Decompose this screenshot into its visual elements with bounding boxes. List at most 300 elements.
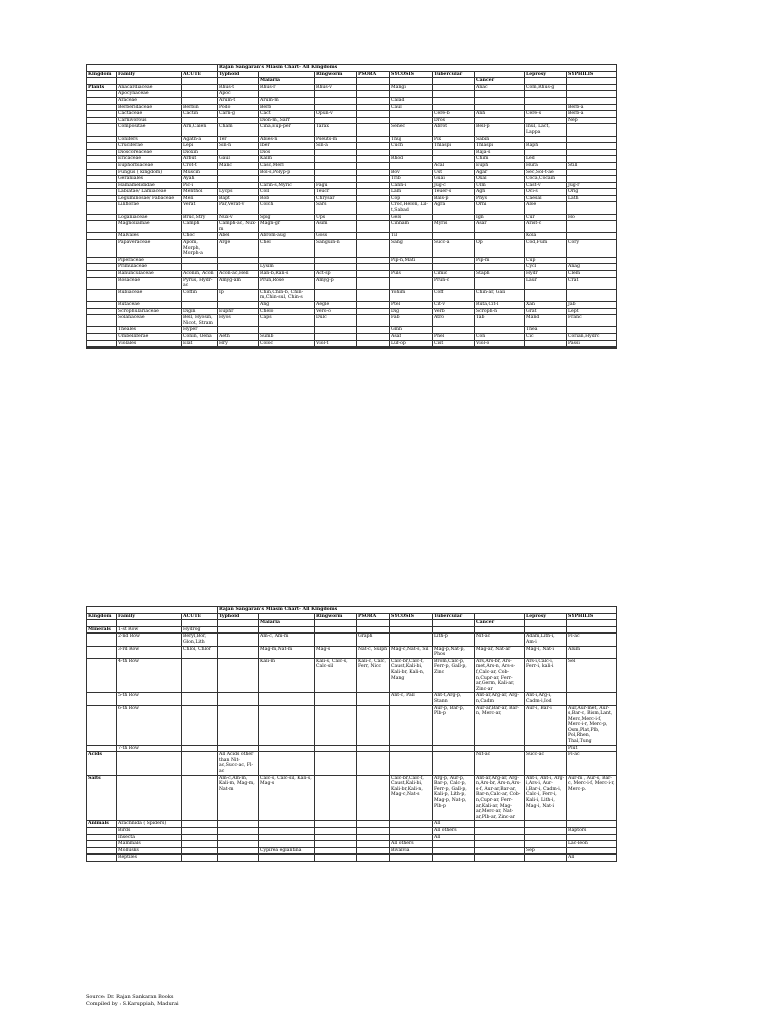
table-cell: Violales (117, 340, 182, 347)
header-blank-cell (182, 620, 218, 627)
kingdom-cell (87, 348, 117, 349)
table-cell: Mag-ar, Nat-ar (475, 646, 525, 658)
kingdom-cell: Salts (87, 775, 117, 821)
table-cell (433, 97, 475, 104)
table-cell: Agar (475, 169, 525, 176)
table-cell: Cere-s (525, 111, 567, 118)
table-cell (315, 634, 357, 646)
table-cell: Sep (525, 847, 567, 854)
table-cell (182, 821, 218, 828)
table-row (87, 214, 617, 221)
table-cell: Lith-p (433, 634, 475, 646)
table-cell (567, 693, 617, 705)
table-cell: Hyos (218, 315, 259, 327)
title-row (87, 607, 617, 614)
table-cell: Lysim (259, 264, 315, 271)
table-row (87, 202, 617, 214)
table-cell: Theales (117, 327, 182, 334)
table-cell (357, 264, 390, 271)
table-cell (357, 827, 390, 834)
table-cell (259, 855, 315, 862)
header-blank-cell (117, 620, 182, 627)
table-cell: Asar (475, 221, 525, 233)
table-cell (182, 841, 218, 848)
table-cell (357, 214, 390, 221)
table-cell (567, 327, 617, 334)
table-cell: Grat (525, 308, 567, 315)
table-cell (357, 176, 390, 183)
table-cell (357, 705, 390, 745)
table-cell: Aur-ar,Bar-ar, Bar-n, Merc-ar, (475, 705, 525, 745)
table-cell: Ant-c, Pall (390, 693, 433, 705)
table-cell: Muscin (182, 169, 218, 176)
table-cell (357, 315, 390, 327)
table-cell: Passi (567, 340, 617, 347)
compiled-by-note: Compiled by : S.Karuppiah, Madurai (86, 1001, 179, 1007)
table-cell (357, 169, 390, 176)
table-cell (182, 658, 218, 693)
table-cell (433, 841, 475, 848)
table-cell: Nit-ac (475, 634, 525, 646)
table-cell (357, 136, 390, 143)
table-row (87, 264, 617, 271)
table-cell: Asaf (390, 333, 433, 340)
column-header: Ringworm (315, 71, 357, 78)
table-cell (117, 752, 182, 775)
kingdom-cell (87, 855, 117, 862)
kingdom-cell (87, 333, 117, 340)
table-cell (433, 156, 475, 163)
table-cell: Hry (218, 340, 259, 347)
kingdom-cell (87, 264, 117, 271)
kingdom-cell (87, 327, 117, 334)
table-cell (525, 821, 567, 828)
table-cell: Birds (117, 827, 182, 834)
table-cell (315, 821, 357, 828)
kingdom-cell (87, 277, 117, 289)
table-cell: Menthol (182, 189, 218, 196)
header-blank-cell (182, 78, 218, 85)
table-cell: Cham (218, 124, 259, 136)
table-cell: Pseuts-m (315, 136, 357, 143)
table-cell (525, 97, 567, 104)
table-cell (567, 84, 617, 91)
table-cell: Bivalvia (390, 847, 433, 854)
table-cell (259, 91, 315, 98)
table-row (87, 827, 617, 834)
table-cell: Elat (182, 340, 218, 347)
table-cell (525, 340, 567, 347)
table-cell: Casc,Merl (259, 162, 315, 169)
table-cell: Dioscoreaceae (117, 149, 182, 156)
column-header: Typhoid (218, 613, 259, 620)
table-cell: Ptel (390, 301, 433, 308)
table-row (87, 348, 617, 349)
table-cell: 3-rd Row (117, 646, 182, 658)
table-cell: All (567, 855, 617, 862)
table-cell (315, 752, 357, 775)
table-cell (433, 327, 475, 334)
table-cell (315, 264, 357, 271)
table-cell (357, 97, 390, 104)
table-row (87, 308, 617, 315)
table-cell (259, 176, 315, 183)
table-cell: Apocynaceae (117, 91, 182, 98)
table-row (87, 84, 617, 91)
table-cell: Apoc (218, 91, 259, 98)
table-cell: Abrom-aug (259, 233, 315, 240)
header-row (87, 613, 617, 620)
kingdom-cell (87, 257, 117, 264)
table-row (87, 136, 617, 143)
table-cell (357, 841, 390, 848)
table-cell (218, 348, 259, 349)
table-cell (259, 841, 315, 848)
table-cell: Senec (390, 124, 433, 136)
kingdom-cell (87, 745, 117, 752)
table-cell: Mag-s (315, 646, 357, 658)
table-cell: Cuch (390, 143, 433, 150)
table-cell: Raja-s (475, 149, 525, 156)
table-cell (475, 97, 525, 104)
table-cell (218, 301, 259, 308)
table-cell: Inul, Lact, Lappa (525, 124, 567, 136)
table-cell (567, 821, 617, 828)
table-cell (182, 847, 218, 854)
table-cell: Sanguin-n (315, 240, 357, 258)
table-cell (525, 348, 567, 349)
table-cell: Coloc (259, 340, 315, 347)
header-row (87, 71, 617, 78)
table-cell (475, 626, 525, 633)
table-row (87, 257, 617, 264)
table-cell: Arg-p, Aur-p, Bar-p, Calc-p, Ferr-p, Gall-p, Kali-p, Lith-p, Mag-p, Nat-p, Plb-p (433, 775, 475, 821)
table-cell: Manc (218, 162, 259, 169)
column-header: PSORA (357, 613, 390, 620)
table-cell (567, 834, 617, 841)
table-cell: All others (390, 841, 433, 848)
column-header: Family (117, 613, 182, 620)
table-cell (315, 834, 357, 841)
column-header: Kingdom (87, 613, 117, 620)
kingdom-cell (87, 827, 117, 834)
table-cell (357, 308, 390, 315)
table-cell (567, 221, 617, 233)
table-cell (433, 84, 475, 91)
table-cell: Colch (259, 202, 315, 214)
table-cell (357, 195, 390, 202)
table-cell: Cactin (182, 111, 218, 118)
table-cell: Ant-i, Ant-i, Arg-i,Ars-i, Aur-i,Bar-i, Cadm-i, Calc-i, Ferr-i, Kali-i, Lith-i, Mag-i, Nat-i (525, 775, 567, 821)
table-cell: Ant-t,Arg-p, Stann (433, 693, 475, 705)
table-row (87, 745, 617, 752)
table-cell (218, 176, 259, 183)
header-blank-cell (390, 78, 433, 85)
table-cell: Acon-ac,Hell (218, 271, 259, 278)
table-cell: Ant-ar,Arg-ar, Arg-n,Ars-br, Ars-n,Ars-s-f, Aur-ar,Bar-ar, Bar-n,Calc-ar, Cob-n,Cupr-ar, Ferr-ar,Kali-ar, Mag-ar,Merc-ar, Nat-ar,Plb-ar, Zinc-ar (475, 775, 525, 821)
table-cell: Rubiaceae (117, 289, 182, 301)
table-cell (259, 327, 315, 334)
table-cell (357, 277, 390, 289)
table-cell (475, 834, 525, 841)
table-cell: Coff (433, 289, 475, 301)
table-cell (218, 626, 259, 633)
table-cell (315, 176, 357, 183)
table-cell: Abies-n (259, 136, 315, 143)
table-cell: Pic-i (182, 182, 218, 189)
table-cell (218, 705, 259, 745)
kingdom-cell (87, 340, 117, 347)
table-cell (357, 162, 390, 169)
table-cell: Guai (433, 176, 475, 183)
table-cell: Carnivorous (117, 117, 182, 124)
table-cell: Corian,Hydrc (567, 333, 617, 340)
header-blank-cell (357, 620, 390, 627)
table-cell (433, 257, 475, 264)
table-row (87, 847, 617, 854)
table-cell (182, 97, 218, 104)
table-cell: Am-c, Am-m (259, 634, 315, 646)
table-cell (259, 626, 315, 633)
table-cell: Mollusks (117, 847, 182, 854)
table-cell (218, 855, 259, 862)
table-cell (182, 834, 218, 841)
table-cell: Aur-i, Bar-i (525, 705, 567, 745)
table-row (87, 327, 617, 334)
table-row (87, 315, 617, 327)
header-blank-cell (218, 620, 259, 627)
table-cell (357, 182, 390, 189)
table-cell (315, 327, 357, 334)
table-row (87, 693, 617, 705)
table-row (87, 289, 617, 301)
table-cell: Sin-n (218, 143, 259, 150)
table-cell: Raptors (567, 827, 617, 834)
kingdom-cell (87, 233, 117, 240)
table-cell (390, 745, 433, 752)
table-row (87, 240, 617, 258)
table-cell: Anacardiaceae (117, 84, 182, 91)
table-cell: Geraniales (117, 176, 182, 183)
table-cell: Caul (390, 104, 433, 111)
table-cell: Arge (218, 240, 259, 258)
table-cell: Fl-ac (567, 752, 617, 775)
kingdom-cell (87, 189, 117, 196)
table-row (87, 301, 617, 308)
table-cell: Ranunculaceae (117, 271, 182, 278)
table-cell: Cann-i (390, 182, 433, 189)
table-cell: Apom, Morph, Morph-a (182, 240, 218, 258)
table-cell (357, 189, 390, 196)
table-cell: Camph-ac, Nux-m (218, 221, 259, 233)
table-cell (475, 821, 525, 828)
table-cell: Agn (475, 189, 525, 196)
header-blank-cell (525, 620, 567, 627)
table-cell (357, 117, 390, 124)
table-cell (357, 855, 390, 862)
table-cell (475, 847, 525, 854)
table-cell: Dion-m,,Sarr (259, 117, 315, 124)
kingdom-cell (87, 658, 117, 693)
table-cell (182, 301, 218, 308)
table-cell (475, 841, 525, 848)
table-cell (390, 277, 433, 289)
header-blank-cell (259, 613, 315, 620)
table-cell: Prun,Rose (259, 277, 315, 289)
table-cell: Bruc,Stry (182, 214, 218, 221)
table-cell: Berb-a (567, 111, 617, 118)
table-cell (567, 233, 617, 240)
table-cell (433, 348, 475, 349)
table-cell: Puls (390, 271, 433, 278)
table-cell: Bov (390, 169, 433, 176)
table-cell (525, 834, 567, 841)
table-cell (357, 271, 390, 278)
table-cell (390, 821, 433, 828)
column-header: SYCOSIS (390, 613, 433, 620)
table-cell: Kola (525, 233, 567, 240)
table-cell (182, 745, 218, 752)
table-cell: Sec,Sol-t-ae (525, 169, 567, 176)
table-row (87, 195, 617, 202)
table-cell (433, 149, 475, 156)
table-cell (525, 289, 567, 301)
table-cell: Goss (315, 233, 357, 240)
table-cell (182, 693, 218, 705)
blank-cell (87, 65, 218, 72)
table-row (87, 333, 617, 340)
table-cell (315, 149, 357, 156)
table-cell: Arum-m (259, 97, 315, 104)
source-note: Source: Dr. Rajan Sankaran Books (86, 994, 174, 1000)
header-blank-cell (315, 620, 357, 627)
table-cell: Thlaspi (475, 143, 525, 150)
table-cell: Mag-c,Nat-s, Sil (390, 646, 433, 658)
footer (86, 994, 179, 1008)
table-cell (218, 827, 259, 834)
table-cell: Thuj (390, 136, 433, 143)
table-cell: Digin (182, 308, 218, 315)
table-cell: All others (433, 827, 475, 834)
table-cell: Con (475, 333, 525, 340)
table-cell: Fab (390, 315, 433, 327)
table-cell (525, 745, 567, 752)
table-cell: Am-c,Am-m, Kali-m, Mag-m, Nat-m (218, 775, 259, 821)
table-cell (567, 626, 617, 633)
table-row (87, 162, 617, 169)
table-cell (182, 117, 218, 124)
table-cell: Lath (567, 195, 617, 202)
subheader-row (87, 78, 617, 85)
table-cell: Aur-m , Aur-s, Bar-c, Merc-i-f, Merc-i-r, Merc-p. (567, 775, 617, 821)
table-row (87, 156, 617, 163)
table-cell: Prun-c (433, 277, 475, 289)
table-cell: Mag-i, Nat-i (525, 646, 567, 658)
table-row (87, 821, 617, 828)
table-cell: Coca,Cocain (525, 176, 567, 183)
table-cell (315, 693, 357, 705)
kingdom-cell (87, 634, 117, 646)
table-cell: Sabin (475, 136, 525, 143)
table-cell: Thea (525, 327, 567, 334)
table-cell: Nux-v (218, 214, 259, 221)
plants-table (86, 64, 617, 349)
table-cell (390, 348, 433, 349)
table-cell: Rosaceae (117, 277, 182, 289)
table-cell (182, 84, 218, 91)
table-cell: Spig (259, 214, 315, 221)
table-cell: Cinnam (390, 221, 433, 233)
kingdom-cell (87, 308, 117, 315)
table-cell: Atro (433, 315, 475, 327)
table-row (87, 182, 617, 189)
table-cell: Anag (567, 264, 617, 271)
table-cell: Mammals (117, 841, 182, 848)
table-cell (475, 277, 525, 289)
table-cell: Chim (475, 156, 525, 163)
table-row (87, 855, 617, 862)
table-row (87, 752, 617, 775)
header-blank-cell (87, 620, 117, 627)
table-cell (315, 348, 357, 349)
table-cell: Jug-r (567, 182, 617, 189)
table-cell (259, 821, 315, 828)
table-cell: Amyg-am (218, 277, 259, 289)
table-cell (390, 264, 433, 271)
table-cell: Ip (218, 289, 259, 301)
table-cell: Cist (433, 340, 475, 347)
table-cell (525, 91, 567, 98)
table-cell (357, 626, 390, 633)
table-cell (357, 257, 390, 264)
table-cell: Umbelliferae (117, 333, 182, 340)
table-row (87, 143, 617, 150)
table-cell: Rob (259, 195, 315, 202)
table-cell: All (433, 834, 475, 841)
table-cell (259, 834, 315, 841)
table-cell: Pip-m (475, 257, 525, 264)
table-cell: Arum-t (218, 97, 259, 104)
table-cell: Anh (475, 111, 525, 118)
table-cell (315, 104, 357, 111)
kingdom-cell (87, 124, 117, 136)
table-cell: Aur,Aur-met, Aur-s,Bar-c, Bism,Lant, Merc,Merc-i-f, Merc-i-r, Merc-p, Osm,Plat,Plb, Pol,Rhen, Thal,Tung (567, 705, 617, 745)
column-header: Ringworm (315, 613, 357, 620)
table-cell (315, 745, 357, 752)
table-cell: Raph (525, 143, 567, 150)
header-blank-cell (357, 78, 390, 85)
table-cell (218, 634, 259, 646)
table-cell: Acal (433, 162, 475, 169)
kingdom-cell (87, 162, 117, 169)
table-cell (218, 658, 259, 693)
table-cell: Sel (567, 658, 617, 693)
table-cell: Rutaceae (117, 301, 182, 308)
table-cell (567, 149, 617, 156)
table-cell: Nep (567, 117, 617, 124)
table-cell: Rhod (390, 156, 433, 163)
table-cell (567, 143, 617, 150)
kingdom-cell (87, 289, 117, 301)
kingdom-cell: Plants (87, 84, 117, 91)
table-cell: Ust (433, 169, 475, 176)
header-blank-cell (433, 78, 475, 85)
column-header: Typhoid (218, 71, 259, 78)
table-cell: Aur-p, Bar-p, Plb-p (433, 705, 475, 745)
table-cell (525, 104, 567, 111)
table-cell: Pip-n,Mati (390, 257, 433, 264)
table-cell (315, 289, 357, 301)
